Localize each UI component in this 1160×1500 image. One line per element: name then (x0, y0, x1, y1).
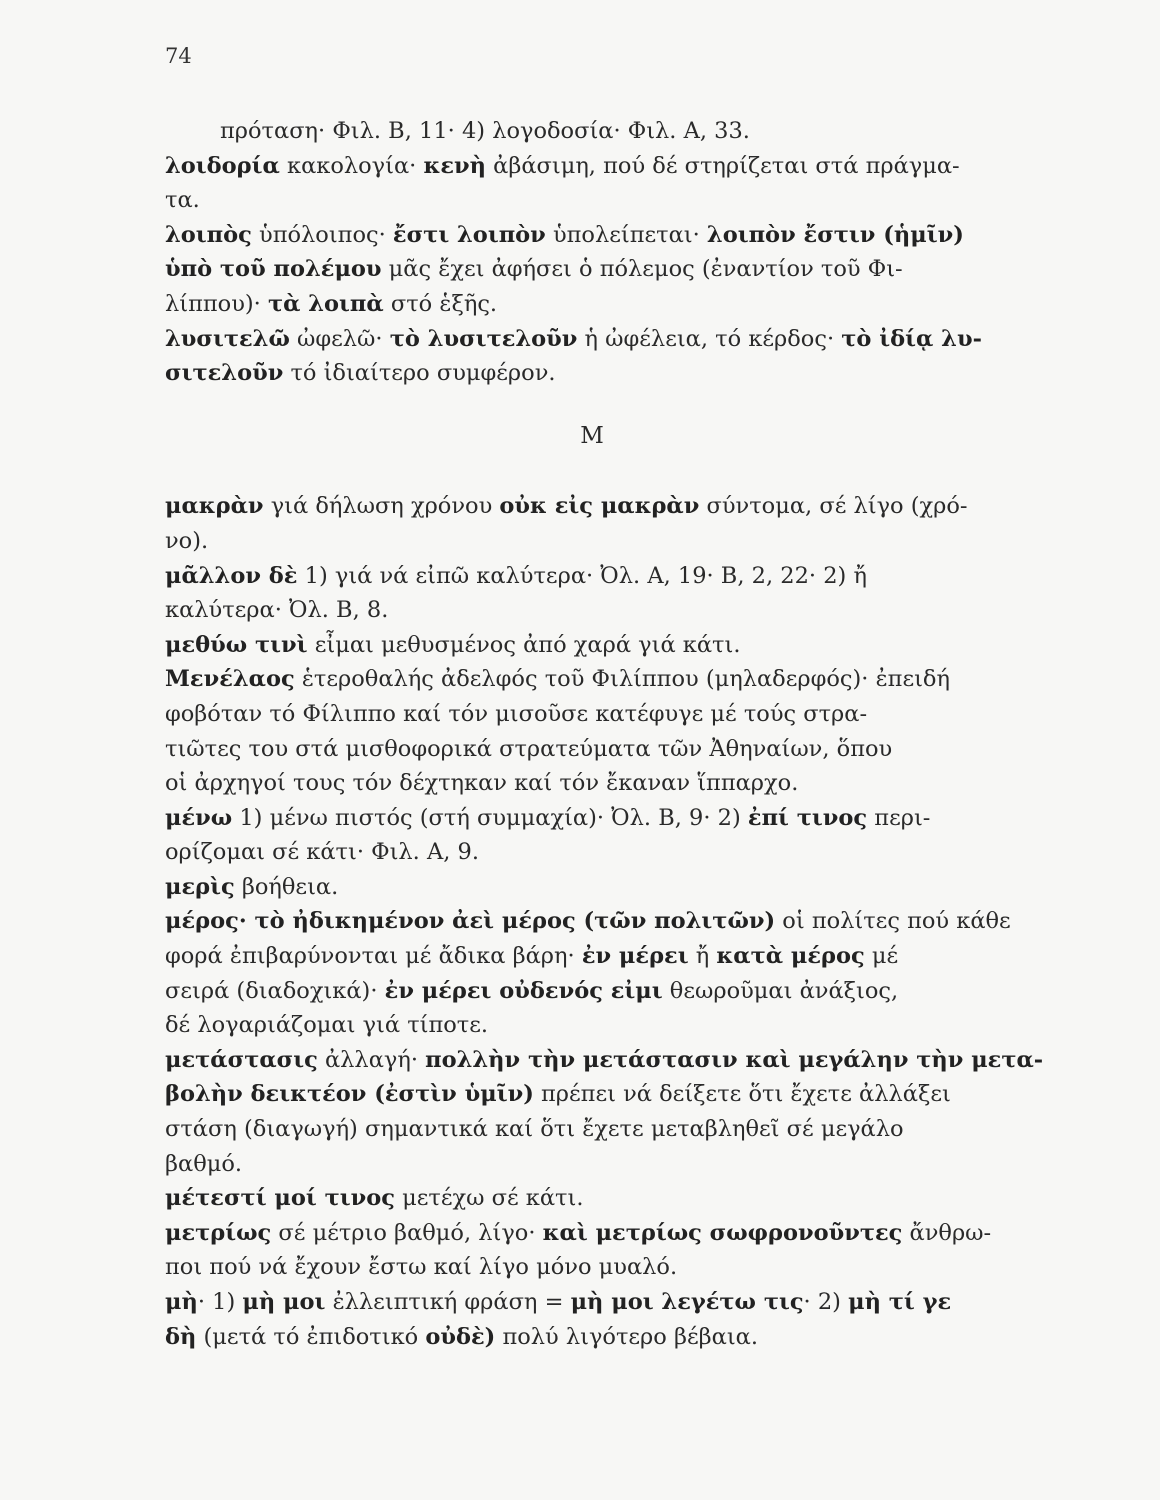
definition-text: εἶμαι μεθυσμένος ἀπό χαρά γιά κάτι. (307, 631, 741, 658)
definition-text: ορίζομαι σέ κάτι· Φιλ. Α, 9. (165, 839, 479, 866)
definition-text: δέ λογαριάζομαι γιά τίποτε. (165, 1012, 489, 1039)
entry-line (165, 939, 1020, 974)
headword-text: κατὰ μέρος (716, 943, 865, 970)
headword-text: μακρὰν (165, 493, 264, 520)
definition-text: οἱ πολίτες πού κάθε (775, 908, 1011, 935)
definition-text: 1) γιά νά εἰπῶ καλύτερα· Ὀλ. Α, 19· Β, 2, 22· 2) ἤ (297, 562, 867, 589)
definition-text: μᾶς ἔχει ἀφήσει ὁ πόλεμος (ἐναντίον τοῦ Φι- (381, 256, 903, 283)
headword-text: ἔστι λοιπὸν (392, 221, 546, 248)
headword-text: μένω (165, 804, 233, 831)
definition-text: ἀλλαγή· (317, 1046, 426, 1073)
entry-line (165, 252, 1020, 287)
definition-text: γιά δήλωση χρόνου (263, 493, 500, 520)
definition-text: σειρά (διαδοχικά)· (165, 977, 385, 1004)
entry-line (165, 287, 1020, 322)
definition-text: τιῶτες του στά μισθοφορικά στρατεύματα τῶν Ἀθηναίων, ὅπου (165, 735, 893, 762)
definition-text: βαθμό. (165, 1150, 243, 1177)
entries-bottom (165, 489, 1044, 1354)
definition-text: ὑπολείπεται· (545, 221, 707, 248)
dictionary-entry (165, 628, 1020, 663)
definition-text: ἄνθρω- (902, 1219, 992, 1246)
headword-text: μὴ μοι λεγέτω τις (570, 1289, 804, 1315)
definition-text: πρόταση· Φιλ. Β, 11· 4) λογοδοσία· Φιλ. Α, 33. (220, 118, 750, 144)
entry-line (165, 1285, 1020, 1320)
headword-text: μὴ μοι (242, 1289, 326, 1315)
dictionary-entry (165, 662, 1020, 800)
definition-text: καλύτερα· Ὀλ. Β, 8. (165, 597, 389, 624)
headword-text: μετάστασις (165, 1046, 318, 1073)
dictionary-entry (165, 801, 1020, 870)
headword-text: λοιπὸν ἔστιν (ἡμῖν) (706, 221, 964, 248)
dictionary-entry (165, 322, 1020, 391)
entry-line (165, 218, 1020, 253)
entry-line (165, 183, 1020, 218)
page-number: 74 (165, 44, 192, 68)
entry-line (165, 732, 1020, 767)
entry-line (165, 1147, 1020, 1182)
definition-text: περι- (867, 804, 931, 831)
definition-text: πολύ λιγότερο βέβαια. (495, 1323, 759, 1350)
entry-line (165, 766, 1020, 801)
headword-text: πολλὴν τὴν μετάστασιν καὶ μεγάλην τὴν μετα- (425, 1046, 1044, 1073)
definition-text: κακολογία· (279, 152, 424, 179)
definition-text: οἱ ἀρχηγοί τους τόν δέχτηκαν καί τόν ἔκαναν ἵππαρχο. (165, 770, 799, 797)
definition-text: τό ἰδιαίτερο συμφέρον. (283, 360, 556, 387)
headword-text: ἐν μέρει (581, 943, 689, 970)
entry-line (165, 904, 1020, 939)
entry-line (165, 322, 1020, 357)
definition-text: θεωροῦμαι ἀνάξιος, (662, 977, 899, 1004)
headword-text: σιτελοῦν (165, 360, 284, 387)
dictionary-entry (165, 870, 1020, 905)
definition-text: ὑπόλοιπος· (251, 221, 393, 248)
entry-line (165, 662, 1020, 697)
definition-text: σύντομα, σέ λίγο (χρό- (699, 493, 968, 520)
definition-text: · 2) (803, 1289, 849, 1315)
entry-line (165, 1320, 1020, 1355)
definition-text: ποι πού νά ἔχουν ἔστω καί λίγο μόνο μυαλό. (165, 1254, 678, 1281)
headword-text: μεθύω τινὶ (165, 631, 308, 658)
dictionary-entry (165, 559, 1020, 628)
entry-line (165, 628, 1020, 663)
definition-text: φορά ἐπιβαρύνονται μέ ἄδικα βάρη· (165, 943, 582, 970)
entry-line (165, 1077, 1020, 1112)
entry-line (165, 870, 1020, 905)
dictionary-column (165, 114, 1044, 1354)
headword-text: οὐκ εἰς μακρὰν (499, 493, 700, 520)
headword-text: μέρος· τὸ ἠδικημένον ἀεὶ μέρος (τῶν πολιτῶν) (165, 908, 776, 935)
definition-text: (μετά τό ἐπιδοτικό (196, 1323, 426, 1350)
headword-text: μᾶλλον δὲ (165, 562, 298, 589)
entry-line (165, 1250, 1020, 1285)
definition-text: πρέπει νά δείξετε ὅτι ἔχετε ἀλλάξει (533, 1081, 951, 1108)
headword-text: ὑπὸ τοῦ πολέμου (165, 256, 382, 283)
headword-text: μὴ (165, 1289, 198, 1315)
definition-text: 1) μένω πιστός (στή συμμαχία)· Ὀλ. Β, 9· 2) (232, 804, 748, 831)
definition-text: σέ μέτριο βαθμό, λίγο· (271, 1219, 543, 1246)
definition-text: λίππου)· (165, 290, 268, 317)
entry-line (165, 1181, 1020, 1216)
definition-text: ἡ ὠφέλεια, τό κέρδος· (577, 325, 842, 352)
definition-text: βοήθεια. (234, 873, 339, 900)
dictionary-entry (165, 149, 1020, 218)
headword-text: οὐδὲ) (425, 1323, 496, 1350)
definition-text: ἀβάσιμη, πού δέ στηρίζεται στά πράγμα- (485, 152, 960, 179)
entry-line (165, 801, 1020, 836)
entry-line (165, 1112, 1020, 1147)
definition-text: ὠφελῶ· (289, 325, 390, 352)
entry-line (220, 114, 1020, 149)
entry-line (165, 1216, 1020, 1251)
entry-line (165, 524, 1020, 559)
dictionary-entry (165, 1216, 1020, 1285)
definition-text: ἑτεροθαλής ἀδελφός τοῦ Φιλίππου (μηλαδερφός)· ἐπειδή (294, 666, 950, 693)
headword-text: μετρίως (165, 1219, 272, 1246)
definition-text: στό ἑξῆς. (383, 290, 498, 317)
definition-text: · 1) (197, 1289, 243, 1315)
definition-text: ἤ (688, 943, 717, 970)
dictionary-entry (165, 904, 1020, 1042)
headword-text: δὴ (165, 1323, 197, 1350)
definition-text: ἐλλειπτική φράση = (325, 1289, 571, 1315)
dictionary-entry (165, 218, 1020, 322)
headword-text: Μενέλαος (165, 666, 295, 693)
headword-text: μὴ τί γε (848, 1289, 952, 1315)
headword-text: κενὴ (423, 152, 486, 179)
dictionary-entry (165, 1043, 1044, 1181)
entry-line (165, 974, 1020, 1009)
dictionary-entry (165, 1285, 1020, 1354)
definition-text: φοβόταν τό Φίλιππο καί τόν μισοῦσε κατέφυγε μέ τούς στρα- (165, 700, 868, 727)
definition-text: μέ (864, 943, 899, 970)
definition-text: μετέχω σέ κάτι. (394, 1185, 584, 1212)
definition-text: τα. (165, 187, 200, 214)
headword-text: τὰ λοιπὰ (267, 290, 384, 317)
entry-line (165, 559, 1020, 594)
entry-line (165, 1043, 1044, 1078)
section-letter: Μ (580, 422, 605, 449)
headword-text: μέτεστί μοί τινος (165, 1185, 395, 1212)
entry-line (165, 835, 1020, 870)
headword-text: ἐπί τινος (747, 804, 868, 831)
headword-text: τὸ λυσιτελοῦν (389, 325, 578, 352)
definition-text: νο). (165, 527, 209, 554)
entry-line (165, 356, 1020, 391)
entry-line (165, 697, 1020, 732)
headword-text: τὸ ἰδίᾳ λυ- (841, 325, 982, 352)
dictionary-entry (165, 1181, 1020, 1216)
entry-line (165, 489, 1020, 524)
headword-text: μερὶς (165, 873, 235, 900)
headword-text: βολὴν δεικτέον (ἐστὶν ὑμῖν) (165, 1081, 534, 1108)
headword-text: καὶ μετρίως σωφρονοῦντες (542, 1219, 903, 1246)
dictionary-entry (165, 489, 1020, 558)
dictionary-entry (165, 114, 1020, 149)
headword-text: λυσιτελῶ (165, 325, 290, 352)
entry-line (165, 593, 1020, 628)
headword-text: ἐν μέρει οὐδενός εἰμι (384, 977, 663, 1004)
entry-line (165, 149, 1020, 184)
entries-top (165, 114, 1020, 391)
definition-text: στάση (διαγωγή) σημαντικά καί ὅτι ἔχετε μεταβληθεῖ σέ μεγάλο (165, 1116, 904, 1143)
headword-text: λοιπὸς (165, 221, 252, 248)
entry-line (165, 1008, 1020, 1043)
headword-text: λοιδορία (165, 152, 280, 179)
